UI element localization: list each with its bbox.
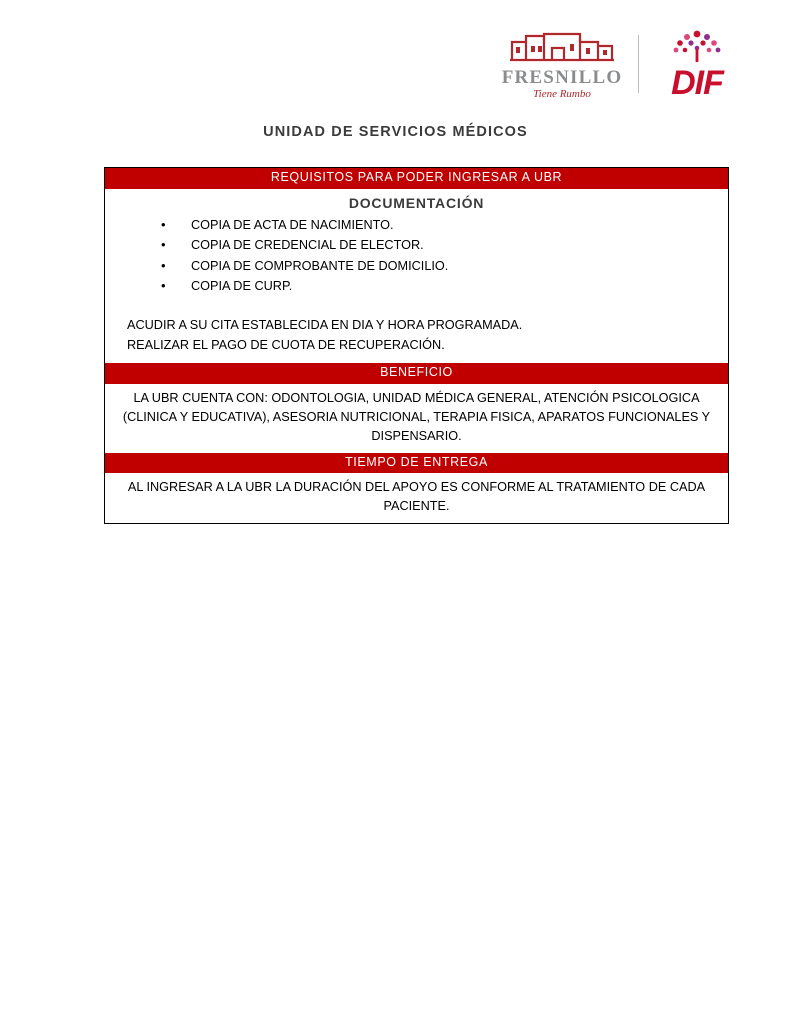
- page-title: UNIDAD DE SERVICIOS MÉDICOS: [263, 124, 528, 140]
- delivery-time-text: AL INGRESAR A LA UBR LA DURACIÓN DEL APOYO ES CONFORME AL TRATAMIENTO DE CADA PACIENTE.: [127, 480, 706, 514]
- spacer: [115, 297, 718, 315]
- delivery-time-band: TIEMPO DE ENTREGA: [105, 453, 728, 474]
- dif-wordmark: DIF: [671, 63, 723, 102]
- dif-logo: [655, 29, 739, 100]
- fresnillo-logo: [502, 28, 622, 100]
- list-item: • COPIA DE CREDENCIAL DE ELECTOR.: [161, 235, 718, 256]
- benefit-band: BENEFICIO: [105, 363, 728, 384]
- note-line: REALIZAR EL PAGO DE CUOTA DE RECUPERACIÓN.: [127, 337, 445, 352]
- documentation-section: [105, 189, 728, 363]
- requirements-band: REQUISITOS PARA PODER INGRESAR A UBR: [105, 168, 728, 189]
- benefit-text: LA UBR CUENTA CON: ODONTOLOGIA, UNIDAD MÉDICA GENERAL, ATENCIÓN PSICOLOGICA (CLINICA Y EDUCATIVA), ASESORIA NUTRICIONAL, TERAPIA FISICA, APARATOS FUNCIONALES Y DISPENSARIO.: [122, 390, 711, 443]
- note-line: ACUDIR A SU CITA ESTABLECIDA EN DIA Y HORA PROGRAMADA.: [127, 317, 523, 332]
- header-logos: [502, 28, 739, 100]
- list-item: • COPIA DE ACTA DE NACIMIENTO.: [161, 215, 718, 236]
- list-item: • COPIA DE COMPROBANTE DE DOMICILIO.: [161, 256, 718, 277]
- list-item: • COPIA DE CURP.: [161, 276, 718, 297]
- documentation-list: [115, 215, 718, 297]
- fresnillo-wordmark: FRESNILLO: [501, 67, 623, 88]
- documentation-heading: DOCUMENTACIÓN: [348, 194, 485, 211]
- building-icon: [508, 28, 616, 67]
- requirements-table: [104, 167, 729, 524]
- logo-divider: [638, 35, 639, 93]
- fresnillo-tagline: Tiene Rumbo: [533, 88, 591, 100]
- dif-tree-icon: [667, 29, 727, 68]
- notes-block: [115, 315, 718, 361]
